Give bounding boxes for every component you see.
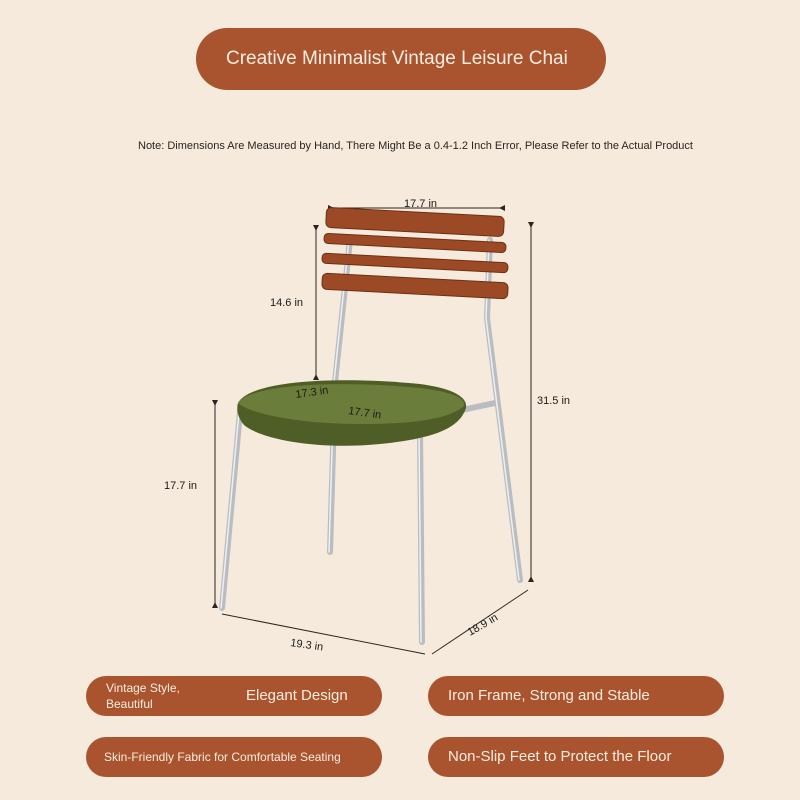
dimension-note: Note: Dimensions Are Measured by Hand, There Might Be a 0.4-1.2 Inch Error, Please Refer to the Actual Product xyxy=(138,140,693,152)
feature-frame-text: Iron Frame, Strong and Stable xyxy=(448,687,650,704)
feature-pill-frame xyxy=(428,676,724,716)
backrest-width-label: 17.7 in xyxy=(404,198,438,210)
total-height-label: 31.5 in xyxy=(537,395,571,407)
feature-design-line1: Vintage Style, xyxy=(106,681,180,695)
feature-design-line2: Beautiful xyxy=(106,697,153,711)
seat-height-label: 17.7 in xyxy=(164,480,198,492)
feature-feet-text: Non-Slip Feet to Protect the Floor xyxy=(448,748,672,765)
backrest-height-label: 14.6 in xyxy=(270,297,304,309)
feature-pill-design xyxy=(86,676,382,716)
feature-design-main: Elegant Design xyxy=(246,687,348,704)
feature-pill-fabric xyxy=(86,737,382,777)
feature-fabric-text: Skin-Friendly Fabric for Comfortable Seating xyxy=(104,750,341,764)
base-depth-label: 18.9 in xyxy=(465,611,501,639)
seat-width-label: 17.7 in xyxy=(347,405,382,422)
base-width-label: 19.3 in xyxy=(289,637,324,654)
feature-pill-feet xyxy=(428,737,724,777)
page-title: Creative Minimalist Vintage Leisure Chai xyxy=(226,48,568,69)
seat-depth-label: 17.3 in xyxy=(294,384,330,401)
